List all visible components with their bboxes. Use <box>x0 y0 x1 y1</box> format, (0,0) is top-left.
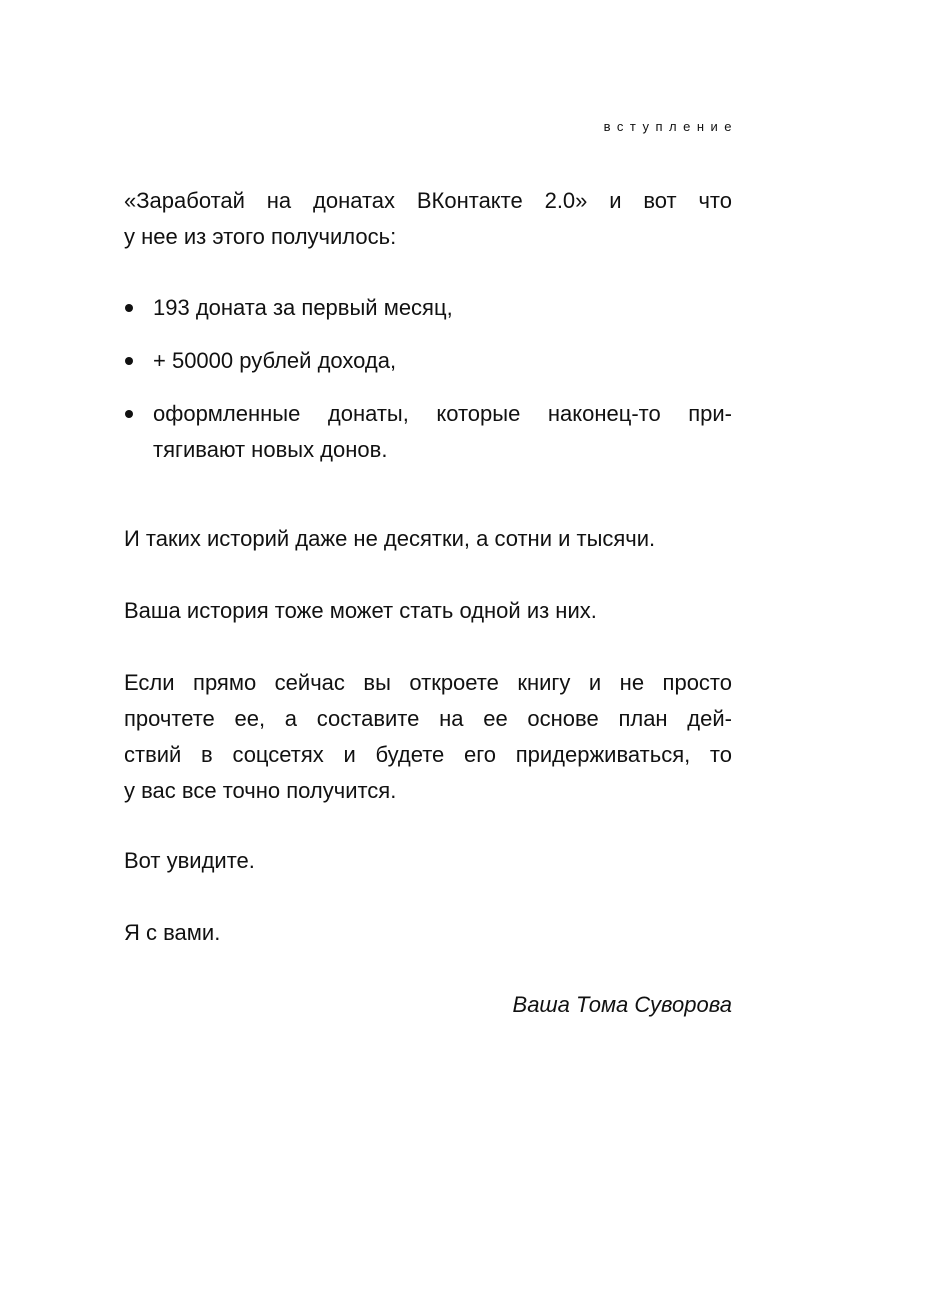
advice-line: прочтете ее, а составите на ее основе план дей- <box>124 706 732 731</box>
list-item-text: 193 доната за первый месяц, <box>153 295 453 320</box>
advice-line: у вас все точно получится. <box>124 778 397 803</box>
bullet-icon <box>125 304 133 312</box>
bullet-icon <box>125 410 133 418</box>
list-item-text: тягивают новых донов. <box>153 437 388 462</box>
your-story-paragraph: Ваша история тоже может стать одной из них. <box>124 598 597 623</box>
book-page <box>124 0 738 1299</box>
advice-line: Если прямо сейчас вы откроете книгу и не просто <box>124 670 732 695</box>
bullet-icon <box>125 357 133 365</box>
running-head: вступление <box>603 119 738 134</box>
with-you-paragraph: Я с вами. <box>124 920 221 945</box>
see-paragraph: Вот увидите. <box>124 848 255 873</box>
list-item <box>124 290 732 326</box>
author-signature: Ваша Тома Суворова <box>512 992 732 1017</box>
intro-line: «Заработай на донатах ВКонтакте 2.0» и вот что <box>124 188 732 213</box>
list-item <box>124 396 732 468</box>
list-item-text: оформленные донаты, которые наконец-то при- <box>153 401 732 426</box>
intro-line: у нее из этого получилось: <box>124 224 397 249</box>
stories-paragraph: И таких историй даже не десятки, а сотни и тысячи. <box>124 526 656 551</box>
list-item-text: + 50000 рублей дохода, <box>153 348 397 373</box>
advice-line: ствий в соцсетях и будете его придерживаться, то <box>124 742 732 767</box>
list-item <box>124 343 732 379</box>
results-list <box>124 290 732 485</box>
advice-paragraph <box>124 665 732 809</box>
intro-paragraph <box>124 183 732 255</box>
